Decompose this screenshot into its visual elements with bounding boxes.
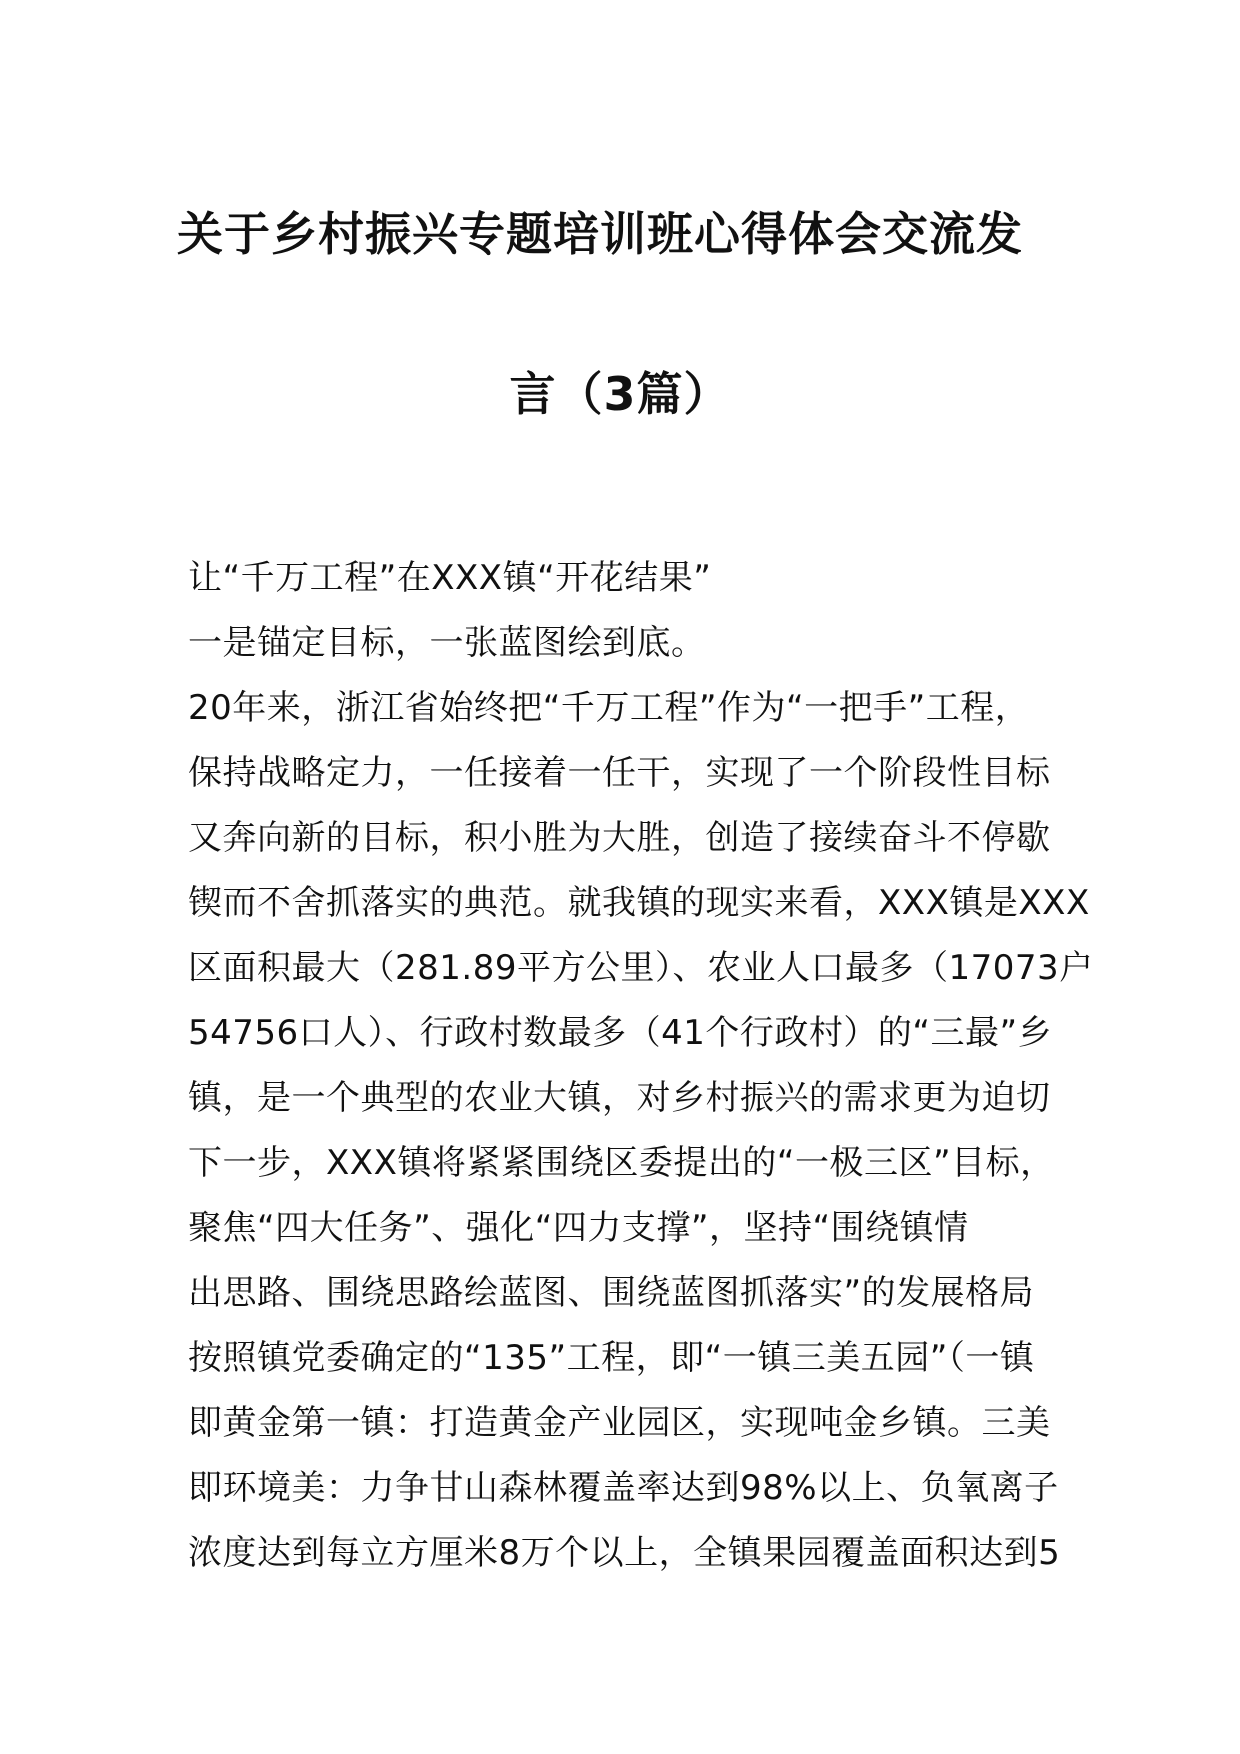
body-line: 即环境美：力争甘山森林覆盖率达到98%以上、负氧离子 [188, 1468, 1059, 1508]
document-title-line-2: 言（3篇） [509, 367, 731, 421]
body-line: 又奔向新的目标，积小胜为大胜，创造了接续奋斗不停歇 [188, 818, 1051, 858]
body-line: 即黄金第一镇：打造黄金产业园区，实现吨金乡镇。三美 [188, 1403, 1051, 1443]
body-line: 出思路、围绕思路绘蓝图、围绕蓝图抓落实”的发展格局 [188, 1273, 1035, 1313]
body-line: 保持战略定力，一任接着一任干，实现了一个阶段性目标 [188, 753, 1051, 793]
body-line: 浓度达到每立方厘米8万个以上，全镇果园覆盖面积达到5 [188, 1533, 1061, 1573]
body-line: 一是锚定目标，一张蓝图绘到底。 [188, 623, 706, 663]
document-body [188, 546, 1094, 1586]
body-line: 54756口人）、行政村数最多（41个行政村）的“三最”乡 [188, 1013, 1053, 1053]
body-line: 让“千万工程”在XXX镇“开花结果” [188, 558, 712, 598]
body-line: 聚焦“四大任务”、强化“四力支撑”，坚持“围绕镇情 [188, 1208, 969, 1248]
body-line: 下一步，XXX镇将紧紧围绕区委提出的“一极三区”目标， [188, 1143, 1055, 1183]
body-line: 20年来，浙江省始终把“千万工程”作为“一把手”工程， [188, 688, 1030, 728]
body-line: 锲而不舍抓落实的典范。就我镇的现实来看，XXX镇是XXX [188, 883, 1090, 923]
document-title-line-1: 关于乡村振兴专题培训班心得体会交流发 [177, 207, 1023, 261]
body-line: 区面积最大（281.89平方公里）、农业人口最多（17073户 [188, 948, 1094, 988]
body-line: 镇，是一个典型的农业大镇，对乡村振兴的需求更为迫切 [188, 1078, 1051, 1118]
body-line: 按照镇党委确定的“135”工程，即“一镇三美五园”（一镇 [188, 1338, 1035, 1378]
